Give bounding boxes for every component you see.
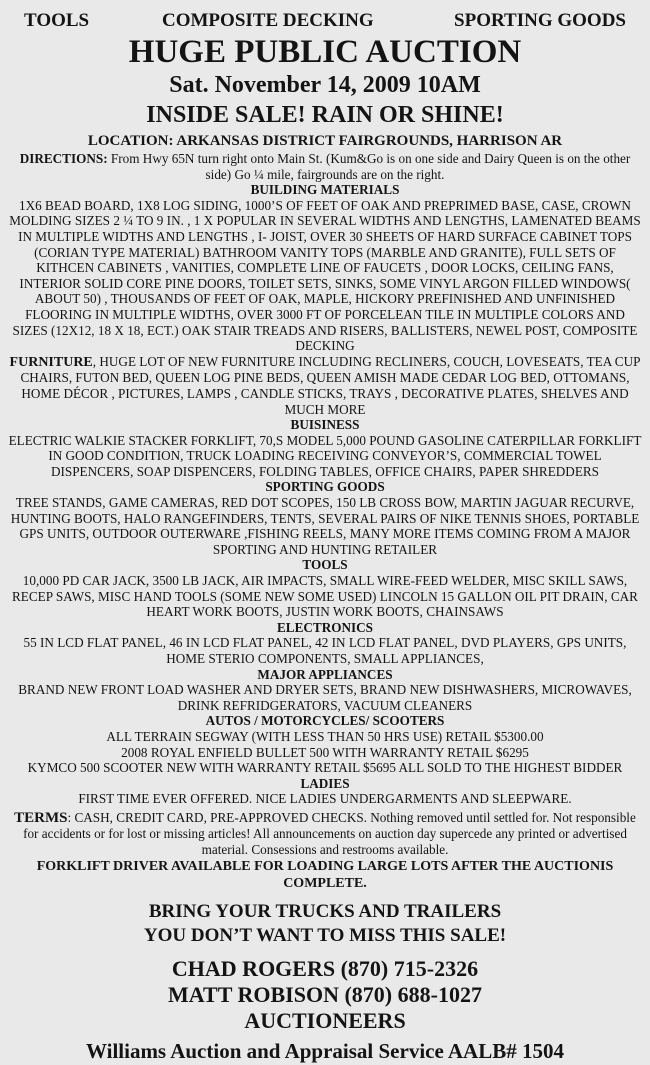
furniture-text: , HUGE LOT OF NEW FURNITURE INCLUDING RECLINERS, COUCH, LOVESEATS, TEA CUP CHAIRS, FUTON BED, QUEEN LOG PINE BEDS, QUEEN AMISH MADE CEDAR LOG BED, OTTOMANS, HOME DÉCOR , PICTURES, LAMPS , CANDLE STICKS, TRAYS , DECORATIVE PLATES, SHELVES AND MUCH MORE xyxy=(20,353,641,417)
sporting-text: TREE STANDS, GAME CAMERAS, RED DOT SCOPES, 150 LB CROSS BOW, MARTIN JAGUAR RECURVE, HUNTING BOOTS, HALO RANGEFINDERS, TENTS, SEVERAL PAIRS OF NIKE TENNIS SHOES, PORTABLE GPS UNITS, OUTDOOR OUTERWARE ,FISHING REELS, MANY MORE ITEMS COMING FROM A MAJOR SPORTING AND HUNTING RETAILER xyxy=(10,495,640,557)
terms-text: : CASH, CREDIT CARD, PRE-APPROVED CHECKS. Nothing removed until settled for. Not responsible for accidents or for lost or missing articles! All announcements on auction day supercede any printed or advertised material. Consessions and restrooms available. xyxy=(23,809,636,857)
business-heading: BUISINESS xyxy=(290,417,360,433)
terms xyxy=(8,810,642,858)
location: LOCATION: ARKANSAS DISTRICT FAIRGROUNDS, HARRISON AR xyxy=(87,133,563,149)
page-title: HUGE PUBLIC AUCTION xyxy=(128,34,522,70)
auction-date: Sat. November 14, 2009 10AM xyxy=(169,72,481,98)
contact-matt: MATT ROBISON (870) 688-1027 xyxy=(168,981,482,1007)
category-decking: COMPOSITE DECKING xyxy=(162,10,374,31)
building-text: 1X6 BEAD BOARD, 1X8 LOG SIDING, 1000’S OF FEET OF OAK AND PREPRIMED BASE, CASE, CROWN MOLDING SIZES 2 ¼ TO 9 IN. , 1 X POPULAR IN SEVERAL WIDTHS AND LENGTHS, LAMENATED BEAMS IN MULTIPLE WIDTHS AND LENGTHS , I- JOIST, OVER 30 SHEETS OF HARD SURFACE CABINET TOPS (CORIAN TYPE MATERIAL) BATHROOM VANITY TOPS (MARBLE AND GRANITE), FULL SETS OF KITHCEN CABINETS , VANITIES, COMPLETE LINE OF FAUCETS , DOOR LOCKS, CEILING FANS, INTERIOR SOLID CORE PINE DOORS, TOILET SETS, SINKS, SOME VINYL ARGON FILLED WINDOWS( ABOUT 50) , THOUSANDS OF FEET OF OAK, MAPLE, HICKORY PREFINISHED AND UNFINISHED FLOORING IN MULTIPLE WIDTHS, OVER 3000 FT OF PORCELEAN TILE IN MULTIPLE COLORS AND SIZES (12X12, 18 X 18, ECT.) OAK STAIR TREADS AND RISERS, BALLISTERS, NEWEL POST, COMPOSITE DECKING xyxy=(9,197,641,354)
bring-trucks-line: BRING YOUR TRUCKS AND TRAILERS xyxy=(148,900,502,922)
category-tools: TOOLS xyxy=(24,10,90,31)
contact-chad: CHAD ROGERS (870) 715-2326 xyxy=(171,955,479,981)
furniture-section xyxy=(8,354,642,417)
tools-heading: TOOLS xyxy=(302,557,348,573)
forklift-notice: FORKLIFT DRIVER AVAILABLE FOR LOADING LARGE LOTS AFTER THE AUCTIONIS COMPLETE. xyxy=(36,858,614,891)
electronics-heading: ELECTRONICS xyxy=(276,619,373,635)
autos-line-3: KYMCO 500 SCOOTER NEW WITH WARRANTY RETAIL $5695 ALL SOLD TO THE HIGHEST BIDDER xyxy=(27,760,623,776)
furniture-label: FURNITURE xyxy=(9,354,93,370)
business-text: ELECTRIC WALKIE STACKER FORKLIFT, 70,S MODEL 5,000 POUND GASOLINE CATERPILLAR FORKLIFT IN GOOD CONDITION, TRUCK LOADING RECEIVING CONVEYOR’S, COMMERCIAL TOWEL DISPENCERS, SOAP DISPENCERS, FOLDING TABLES, OFFICE CHAIRS, PAPER SHREDDERS xyxy=(8,432,642,479)
auctioneers-label: AUCTIONEERS xyxy=(244,1007,406,1033)
electronics-text: 55 IN LCD FLAT PANEL, 46 IN LCD FLAT PANEL, 42 IN LCD FLAT PANEL, DVD PLAYERS, GPS UNITS, HOME STERIO COMPONENTS, SMALL APPLIANCES, xyxy=(23,635,627,666)
terms-label: TERMS xyxy=(14,809,68,826)
building-heading: BUILDING MATERIALS xyxy=(250,182,400,198)
appliances-heading: MAJOR APPLIANCES xyxy=(257,666,393,682)
ladies-heading: LADIES xyxy=(300,775,350,791)
company-footer: Williams Auction and Appraisal Service AALB# 1504 xyxy=(85,1038,564,1063)
category-header xyxy=(8,8,642,34)
category-sporting: SPORTING GOODS xyxy=(454,10,626,31)
directions-text: From Hwy 65N turn right onto Main St. (Kum&Go is on one side and Dairy Queen is on the other side) Go ¼ mile, fairgrounds are on the right. xyxy=(107,151,631,182)
ladies-text: FIRST TIME EVER OFFERED. NICE LADIES UNDERGARMENTS AND SLEEPWARE. xyxy=(78,791,572,807)
directions-label: DIRECTIONS: xyxy=(19,151,108,166)
tools-text: 10,000 PD CAR JACK, 3500 LB JACK, AIR IMPACTS, SMALL WIRE-FEED WELDER, MISC SKILL SAWS, RECEP SAWS, MISC HAND TOOLS (SOME NEW SOME USED) LINCOLN 15 GALLON OIL PIT DRAIN, CAR HEART WORK BOOTS, JUSTIN WORK BOOTS, CHAINSAWS xyxy=(12,573,638,620)
dont-miss-line: YOU DON’T WANT TO MISS THIS SALE! xyxy=(143,924,507,946)
inside-sale-banner: INSIDE SALE! RAIN OR SHINE! xyxy=(146,102,504,128)
autos-line-1: ALL TERRAIN SEGWAY (WITH LESS THAN 50 HRS USE) RETAIL $5300.00 xyxy=(106,728,544,744)
appliances-text: BRAND NEW FRONT LOAD WASHER AND DRYER SETS, BRAND NEW DISHWASHERS, MICROWAVES, DRINK REFRIDGERATORS, VACUUM CLEANERS xyxy=(18,682,632,713)
sporting-heading: SPORTING GOODS xyxy=(265,479,385,495)
autos-line-2: 2008 ROYAL ENFIELD BULLET 500 WITH WARRANTY RETAIL $6295 xyxy=(121,744,529,760)
autos-heading: AUTOS / MOTORCYCLES/ SCOOTERS xyxy=(205,713,445,729)
directions xyxy=(8,151,642,182)
